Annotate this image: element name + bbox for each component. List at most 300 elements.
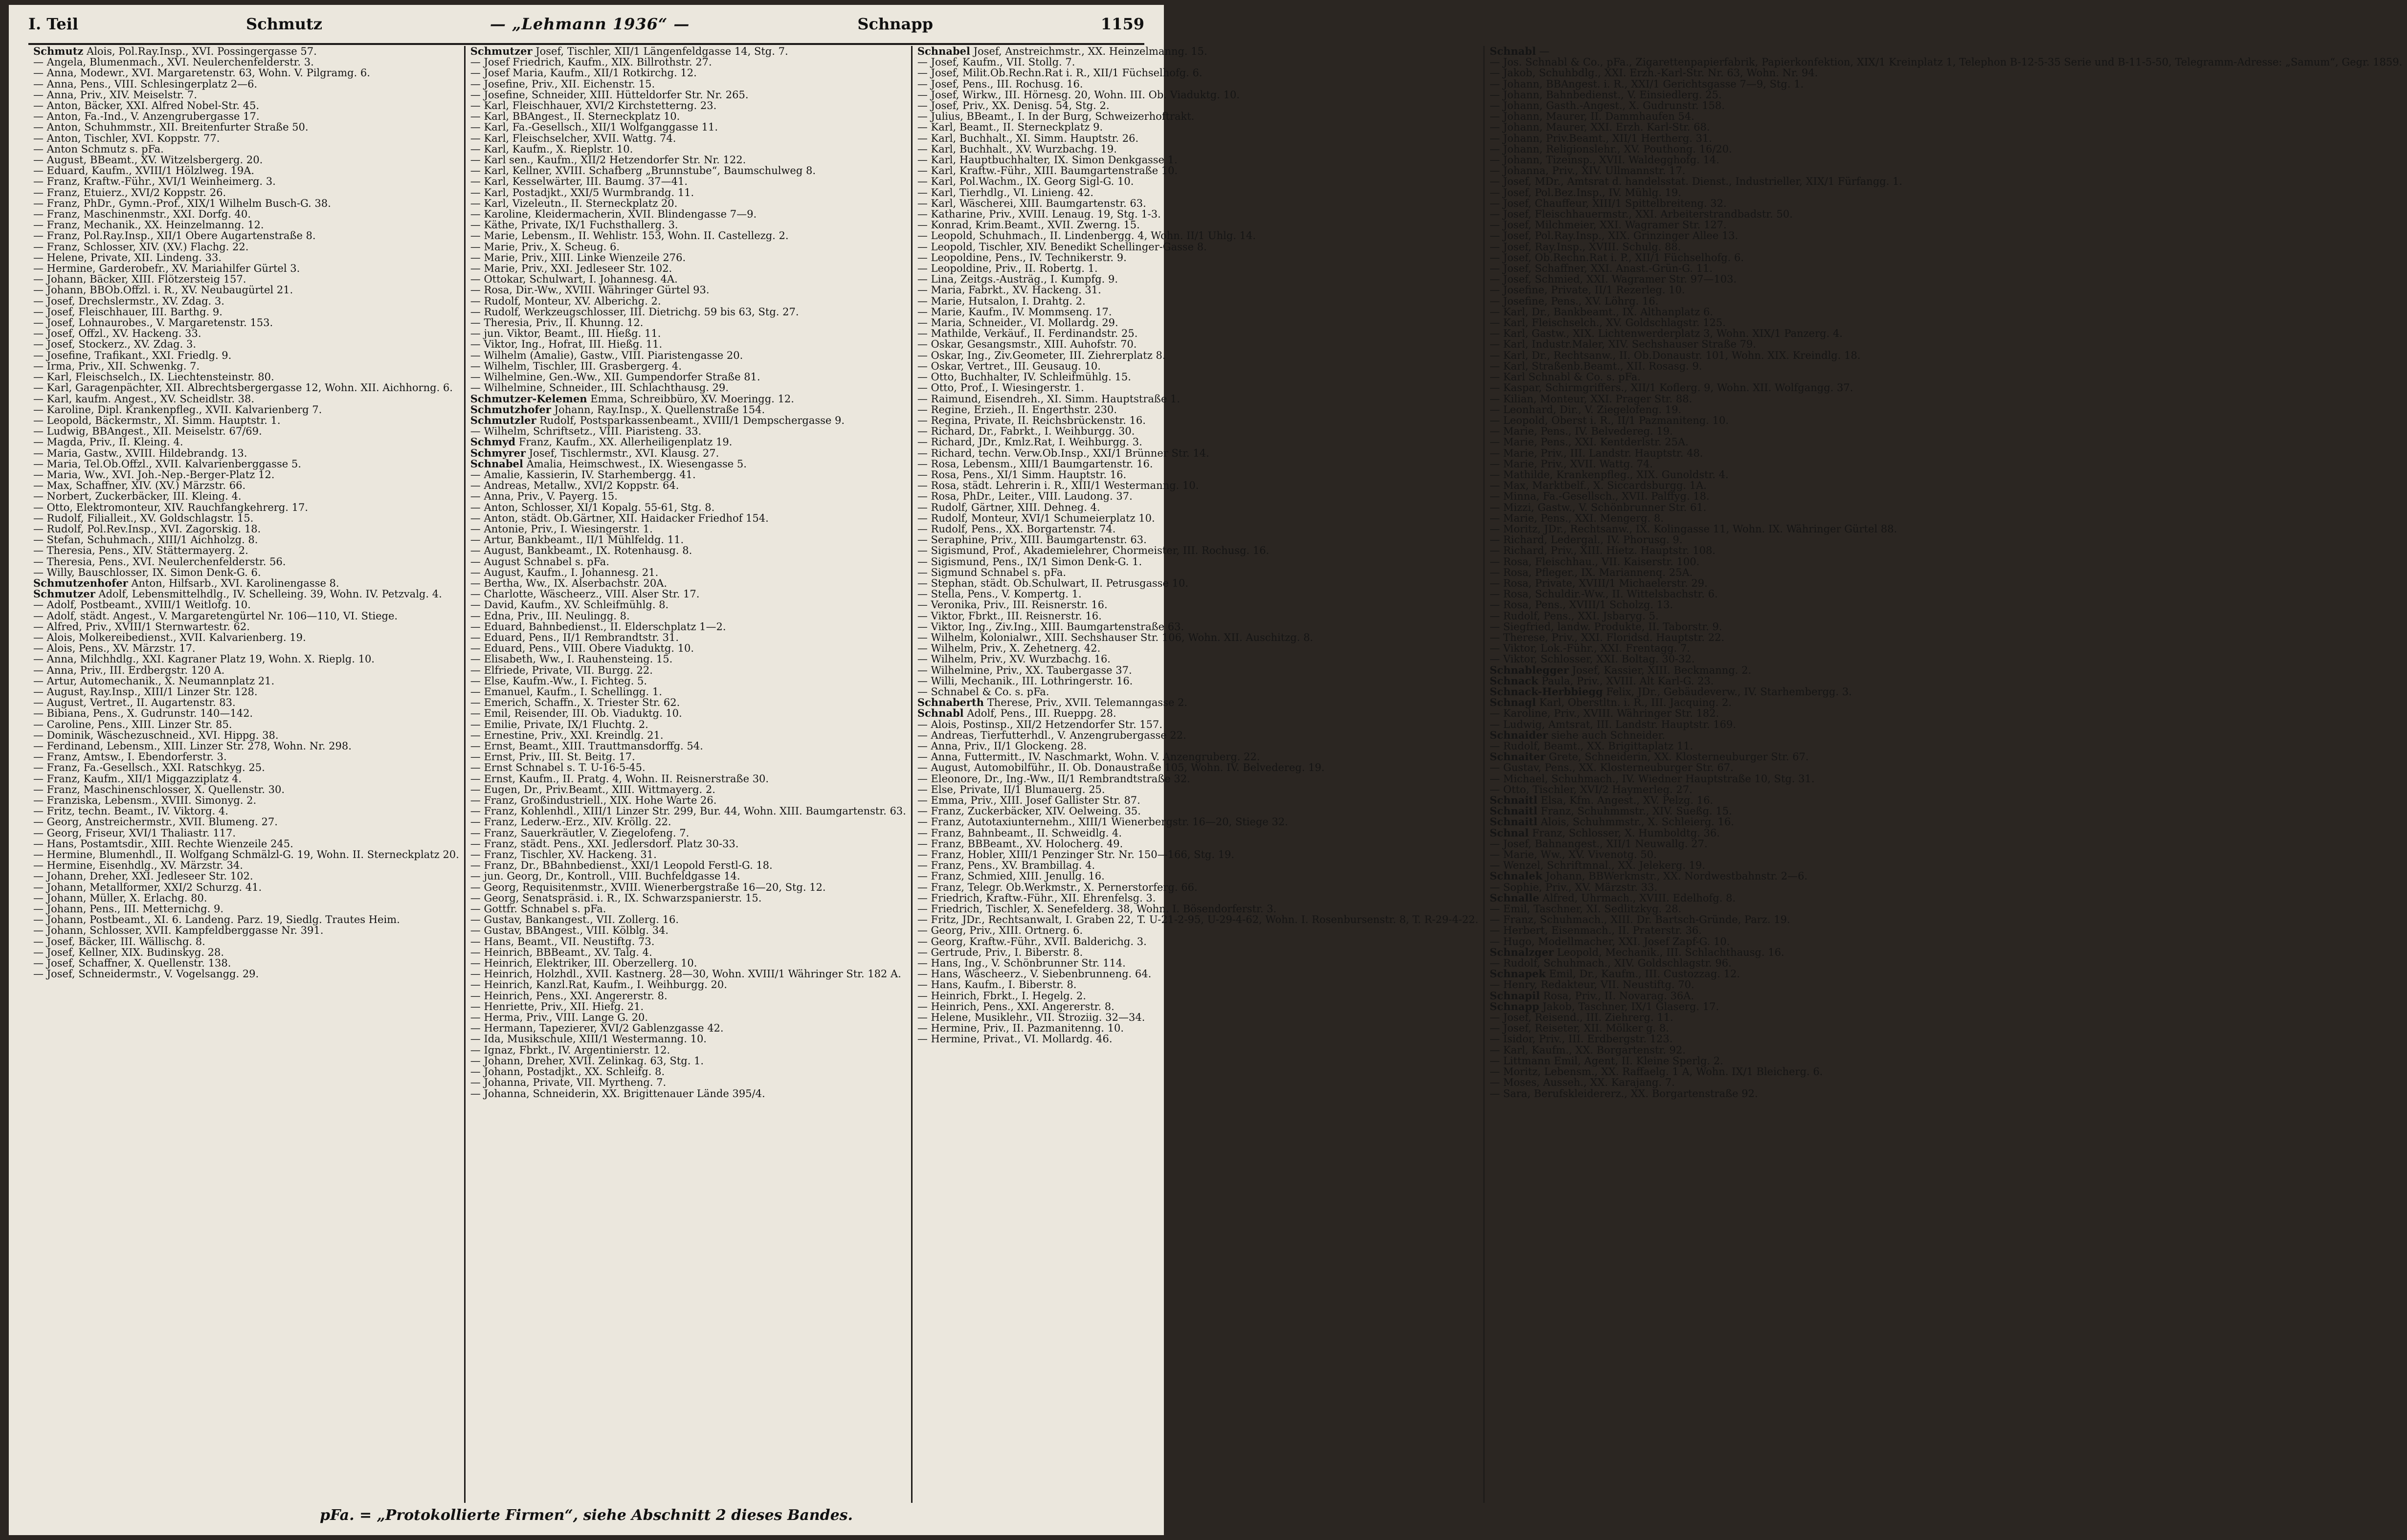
directory-entry: [470, 860, 906, 871]
entry-text: — Richard, Ledergal., IV. Phorusg. 9.: [1490, 534, 1683, 546]
entry-text: — Franz, Autotaxiunternehm., XIII/1 Wienerbergstr. 16—20, Stiege 32.: [917, 816, 1288, 828]
entry-text: — Theresia, Priv., II. Khunng. 12.: [470, 317, 644, 329]
entry-text: — Josef, Priv., XX. Denisg. 54, Stg. 2.: [917, 100, 1110, 112]
directory-entry: [917, 719, 1478, 730]
entry-text: Emil, Dr., Kaufm., III. Custozzag. 12.: [1549, 968, 1740, 980]
entry-text: — Rosa, Pens., XVIII/1 Scholzg. 13.: [1490, 599, 1673, 611]
entry-text: — Leopoldine, Priv., II. Robertg. 1.: [917, 263, 1098, 275]
directory-entry: [470, 133, 906, 144]
directory-entry: [470, 230, 906, 241]
entry-surname: Schmutzler: [470, 414, 536, 426]
directory-entry: [470, 893, 906, 903]
entry-text: — Josef, Milchmeier, XXI. Wagramer Str. 127.: [1490, 219, 1727, 231]
entry-text: — Wilhelm (Amalie), Gastw., VIII. Piaristengasse 20.: [470, 349, 743, 361]
entry-text: — Leopold, Tischler, XIV. Benedikt Schellinger-Gasse 8.: [917, 241, 1207, 253]
entry-text: Alois, Pol.Ray.Insp., XVI. Possingergasse 57.: [87, 45, 317, 57]
entry-text: — Fritz, techn. Beamt., IV. Viktorg. 4.: [33, 805, 228, 817]
entry-text: — Franz, Mechanik., XX. Heinzelmanng. 12.: [33, 219, 264, 231]
directory-entry: [917, 914, 1478, 925]
directory-entry: [470, 448, 906, 459]
directory-entry: [470, 849, 906, 860]
entry-text: Leopold, Mechanik., III. Schlachthausg. 16.: [1557, 946, 1784, 958]
entry-text: — Viktor, Fbrkt., III. Reisnerstr. 16.: [917, 610, 1102, 622]
entry-surname: Schnaitl: [1490, 805, 1538, 817]
entry-text: — Josef, Schaffner, X. Quellenstr. 138.: [33, 957, 231, 969]
entry-text: — Ignaz, Fbrkt., IV. Argentinierstr. 12.: [470, 1044, 670, 1056]
directory-entry: [470, 751, 906, 762]
entry-text: — Rosa, Dir.-Ww., XVIII. Währinger Gürtel 93.: [470, 284, 710, 296]
entry-text: Amalia, Heimschwest., IX. Wiesengasse 5.: [526, 458, 747, 470]
entry-text: — Adolf, Postbeamt., XVIII/1 Weitlofg. 10.: [33, 599, 251, 611]
entry-text: — Mathilde, Krankenpfleg., XIX. Gunoldstr. 4.: [1490, 468, 1729, 481]
entry-text: — Fritz, JDr., Rechtsanwalt, I. Graben 22, T. U-21-2-95, U-29-4-62, Wohn. I. Rosenbursenstr. 8, T. R-29-4-22.: [917, 914, 1479, 926]
entry-text: — Maria, Fabrkt., XV. Hackeng. 31.: [917, 284, 1101, 296]
entry-text: — Lina, Zeitgs.-Austräg., I. Kumpfg. 9.: [917, 273, 1118, 286]
directory-entry: [470, 339, 906, 350]
directory-entry: [1490, 979, 2402, 990]
entry-text: — Leopoldine, Pens., IV. Technikerstr. 9.: [917, 251, 1127, 264]
entry-text: — Karoline, Kleidermacherin, XVII. Blindengasse 7—9.: [470, 208, 757, 220]
directory-entry: [33, 947, 459, 958]
entry-surname: Schnalek: [1490, 870, 1543, 882]
directory-entry: [917, 165, 1478, 176]
entry-text: — Johanna, Schneiderin, XX. Brigittenauer Lände 395/4.: [470, 1087, 765, 1100]
entry-text: — Maria, Ww., XVI. Joh.-Nep.-Berger-Platz 12.: [33, 468, 275, 481]
directory-entry: [1490, 448, 2402, 459]
directory-entry: [33, 838, 459, 849]
directory-column-2: [466, 46, 913, 1503]
entry-text: — Rudolf, Werkzeugschlosser, III. Dietrichg. 59 bis 63, Stg. 27.: [470, 306, 799, 318]
directory-entry: [1490, 1045, 2402, 1056]
directory-entry: [33, 133, 459, 144]
entry-text: — Rudolf, Filialleit., XV. Goldschlagstr. 15.: [33, 512, 254, 524]
entry-text: — Rosa, Private, XVIII/1 Michaelerstr. 29.: [1490, 577, 1708, 589]
directory-entry: [917, 122, 1478, 132]
entry-text: — Marie, Priv., III. Landstr. Hauptstr. 48.: [1490, 447, 1703, 459]
directory-entry: [1490, 828, 2402, 838]
directory-entry: [470, 968, 906, 979]
entry-text: — Eduard, Pens., II/1 Rembrandtstr. 31.: [470, 631, 679, 643]
directory-entry: [470, 296, 906, 307]
directory-entry: [1490, 394, 2402, 404]
entry-text: — Karl, Beamt., II. Sterneckplatz 9.: [917, 121, 1103, 133]
directory-entry: [470, 643, 906, 654]
entry-text: — Sigmund Schnabel s. pFa.: [917, 566, 1067, 578]
entry-text: — Marie, Pens., XXI. Kentderlstr. 25A.: [1490, 436, 1689, 448]
directory-entry: [917, 621, 1478, 632]
directory-entry: [470, 89, 906, 100]
directory-entry: [470, 79, 906, 89]
directory-entry: [1490, 46, 2402, 57]
directory-entry: [1490, 154, 2402, 165]
entry-text: — Franz, Sauerkräutler, V. Ziegelofeng. 7.: [470, 827, 690, 839]
entry-text: — Kaspar, Schirmgriffers., XII/1 Koflerg. 9, Wohn. XII. Wolfgangg. 37.: [1490, 382, 1853, 394]
directory-entry: [470, 925, 906, 936]
entry-surname: Schnabl: [1490, 45, 1536, 57]
last-name-on-page: Schnapp: [857, 15, 933, 33]
entry-text: Adolf, Pens., III. Rueppg. 28.: [967, 707, 1116, 720]
directory-entry: [917, 100, 1478, 111]
directory-entry: [1490, 1056, 2402, 1066]
entry-text: — Josef, Chauffeur, XIII/1 Spittelbreiteng. 32.: [1490, 197, 1727, 209]
entry-text: — August, Ray.Insp., XIII/1 Linzer Str. 128.: [33, 685, 258, 698]
directory-entry: [470, 654, 906, 664]
entry-text: — Karl, Kesselwärter, III. Baumg. 37—41.: [470, 176, 688, 188]
entry-text: Adolf, Lebensmittelhdlg., IV. Schelleing. 39, Wohn. IV. Petzvalg. 4.: [98, 588, 442, 600]
entry-text: — Johann, Maurer, XXI. Erzh. Karl-Str. 68.: [1490, 121, 1710, 133]
directory-entry: [470, 914, 906, 925]
entry-text: — jun. Viktor, Beamt., III. Hießg. 11.: [470, 328, 661, 340]
directory-entry: [33, 111, 459, 122]
entry-text: — Richard, Dr., Fabrkt., I. Weihburgg. 30.: [917, 425, 1135, 438]
entry-text: — August, Automobilführ., II. Ob. Donaustraße 105, Wohn. IV. Belvedereg. 19.: [917, 762, 1325, 774]
directory-entry: [470, 274, 906, 285]
entry-text: — Leopold, Oberst i. R., II/1 Pazmaniteng. 10.: [1490, 414, 1729, 426]
part-label: I. Teil: [28, 15, 79, 33]
entry-text: — Johann, Postbeamt., XI. 6. Landeng. Parz. 19, Siedlg. Trautes Heim.: [33, 914, 400, 926]
directory-entry: [1490, 307, 2402, 317]
directory-entry: [1490, 187, 2402, 198]
directory-entry: [1490, 947, 2402, 958]
directory-entry: [1490, 534, 2402, 545]
entry-text: — Käthe, Private, IX/1 Fuchsthallerg. 3.: [470, 219, 678, 231]
directory-entry: [1490, 415, 2402, 426]
directory-entry: [470, 285, 906, 295]
directory-entry: [1490, 133, 2402, 144]
directory-entry: [33, 893, 459, 903]
directory-entry: [470, 979, 906, 990]
entry-text: — Karl Schnabl & Co. s. pFa.: [1490, 371, 1641, 383]
entry-text: Josef, Anstreichmstr., XX. Heinzelmanng. 15.: [973, 45, 1207, 57]
directory-entry: [470, 187, 906, 198]
directory-entry: [33, 513, 459, 524]
directory-entry: [470, 795, 906, 806]
entry-text: — Hermann, Tapezierer, XVI/2 Gablenzgasse 42.: [470, 1022, 724, 1034]
directory-entry: [1490, 643, 2402, 654]
entry-text: — Karl, Fleischselcher, XVII. Wattg. 74.: [470, 132, 676, 144]
entry-text: — Johanna, Priv., XIV. Ullmannstr. 17.: [1490, 165, 1686, 177]
entry-text: — Herbert, Eisenmach., II. Praterstr. 36.: [1490, 924, 1702, 937]
entry-text: siehe auch Schneider.: [1551, 729, 1666, 741]
entry-text: — Veronika, Priv., III. Reisnerstr. 16.: [917, 599, 1108, 611]
entry-text: — Josefine, Private, II/1 Rezerleg. 10.: [1490, 284, 1685, 296]
directory-entry: [917, 307, 1478, 317]
entry-text: — Karl, Wäscherei, XIII. Baumgartenstr. 63.: [917, 197, 1146, 209]
directory-entry: [1490, 480, 2402, 491]
directory-entry: [917, 762, 1478, 773]
directory-entry: [33, 719, 459, 730]
directory-entry: [1490, 263, 2402, 274]
directory-entry: [1490, 556, 2402, 567]
directory-entry: [1490, 719, 2402, 730]
directory-entry: [917, 415, 1478, 426]
entry-text: — Anna, Futtermitt., IV. Naschmarkt, Wohn. V. Anzengruberg. 22.: [917, 751, 1260, 763]
entry-text: — Ernst, Priv., III. St. Beitg. 17.: [470, 751, 635, 763]
entry-text: Elsa, Kfm. Angest., XV. Pelzg. 16.: [1540, 794, 1714, 807]
entry-text: Franz, Schuhmmstr., XIV. Sueßg. 15.: [1540, 805, 1732, 817]
directory-entry: [917, 968, 1478, 979]
entry-text: — Josef, Kaufm., VII. Stollg. 7.: [917, 56, 1075, 68]
entry-text: — Karoline, Priv., XVIII. Währinger Str. 182.: [1490, 707, 1719, 720]
entry-text: — Ernestine, Priv., XXI. Kreindlg. 21.: [470, 729, 664, 741]
directory-entry: [33, 220, 459, 230]
directory-entry: [33, 958, 459, 968]
entry-text: — Marie, Priv., X. Scheug. 6.: [470, 241, 620, 253]
entry-text: — Herma, Priv., VIII. Lange G. 20.: [470, 1012, 648, 1024]
entry-text: — Willi, Mechanik., III. Lothringerstr. 16.: [917, 675, 1133, 687]
directory-entry: [33, 122, 459, 132]
directory-entry: [1490, 274, 2402, 285]
directory-entry: [917, 448, 1478, 459]
directory-entry: [917, 524, 1478, 534]
directory-entry: [917, 1012, 1478, 1023]
directory-entry: [33, 144, 459, 154]
entry-text: — Henriette, Priv., XII. Hiefg. 21.: [470, 1000, 644, 1012]
entry-text: — Rudolf, Pol.Rev.Insp., XVI. Zagorskig. 18.: [33, 523, 261, 535]
directory-entry: [1490, 795, 2402, 806]
directory-entry: [1490, 1077, 2402, 1088]
entry-text: — Hugo, Modellmacher, XXI. Josef Zapf-G. 10.: [1490, 935, 1730, 947]
directory-entry: [470, 198, 906, 209]
directory-entry: [917, 611, 1478, 621]
directory-entry: [1490, 806, 2402, 816]
directory-entry: [917, 144, 1478, 154]
entry-text: — Ludwig, BBAngest., XII. Meiselstr. 67/69.: [33, 425, 262, 438]
directory-entry: [33, 925, 459, 936]
entry-text: — Wenzel, Schriftmnal., XX. Jelekerg. 19.: [1490, 859, 1706, 872]
entry-text: — Alois, Postinsp., XII/2 Hetzendorfer Str. 157.: [917, 718, 1163, 730]
directory-entry: [470, 1012, 906, 1023]
directory-entry: [917, 469, 1478, 480]
directory-entry: [470, 816, 906, 827]
directory-entry: [33, 165, 459, 176]
directory-entry: [1490, 404, 2402, 415]
directory-entry: [1490, 958, 2402, 968]
entry-surname: Schnalle: [1490, 891, 1539, 904]
entry-text: Josef, Tischler, XII/1 Längenfeldgasse 14, Stg. 7.: [535, 45, 788, 57]
entry-text: — Stefan, Schuhmach., XIII/1 Aichholzg. 8.: [33, 534, 258, 546]
directory-entry: [917, 925, 1478, 936]
entry-text: Alois, Schuhmmstr., X. Schleierg. 16.: [1540, 816, 1734, 828]
directory-entry: [33, 534, 459, 545]
directory-entry: [1490, 882, 2402, 893]
entry-text: Paula, Priv., XVIII. Alt Karl-G. 23.: [1541, 675, 1714, 687]
entry-text: — Marie, Pens., IV. Belvedereg. 19.: [1490, 425, 1673, 438]
directory-entry: [33, 480, 459, 491]
entry-text: Alfred, Uhrmach., XVIII. Edelhofg. 8.: [1542, 892, 1736, 904]
entry-text: — Anton, städt. Ob.Gärtner, XII. Haidacker Friedhof 154.: [470, 512, 769, 524]
directory-entry: [1490, 784, 2402, 795]
entry-text: — Otto, Buchhalter, IV. Schleifmühlg. 15.: [917, 371, 1131, 383]
directory-entry: [33, 860, 459, 871]
directory-entry: [470, 1088, 906, 1099]
entry-text: — Josef, Offzl., XV. Hackeng. 33.: [33, 328, 201, 340]
entry-text: — Hans, Postamtsdir., XIII. Rechte Wienzeile 245.: [33, 837, 293, 850]
directory-entry: [33, 882, 459, 893]
entry-text: — Willy, Bauschlosser, IX. Simon Denk-G. 6.: [33, 566, 261, 578]
entry-surname: Schmutzhofer: [470, 403, 551, 416]
entry-text: — Rudolf, Monteur, XVI/1 Schumeierplatz 10.: [917, 512, 1155, 524]
directory-entry: [1490, 513, 2402, 524]
entry-text: — Gustav, Bankangest., VII. Zollerg. 16.: [470, 914, 679, 926]
entry-text: — Caroline, Pens., XIII. Linzer Str. 85.: [33, 718, 232, 730]
entry-text: — Johann, Müller, X. Erlachg. 80.: [33, 892, 207, 904]
directory-entry: [1490, 469, 2402, 480]
directory-entry: [1490, 437, 2402, 447]
entry-text: — Georg, Senatspräsid. i. R., IX. Schwarzspanierstr. 15.: [470, 892, 762, 904]
directory-entry: [470, 122, 906, 132]
entry-text: — Georg, Anstreichermstr., XVII. Blumeng. 27.: [33, 816, 278, 828]
directory-entry: [33, 654, 459, 664]
directory-entry: [1490, 621, 2402, 632]
entry-text: — Oskar, Gesangsmstr., XIII. Auhofstr. 70.: [917, 338, 1137, 351]
directory-entry: [917, 882, 1478, 893]
directory-entry: [33, 426, 459, 437]
directory-entry: [1490, 632, 2402, 643]
directory-entry: [470, 556, 906, 567]
entry-text: — Johann, Metallformer, XXI/2 Schurzg. 41.: [33, 881, 262, 893]
entry-text: — Mathilde, Verkäuf., II. Ferdinandstr. 25.: [917, 328, 1138, 340]
directory-entry: [1490, 198, 2402, 209]
directory-entry: [33, 263, 459, 274]
entry-text: — Karl, Fleischselch., XV. Goldschlagstr. 125.: [1490, 317, 1726, 329]
directory-entry: [1490, 230, 2402, 241]
directory-entry: [1490, 903, 2402, 914]
directory-entry: [33, 307, 459, 317]
entry-text: Josef, Tischlermstr., XVI. Klausg. 27.: [529, 447, 719, 459]
directory-entry: [470, 1001, 906, 1012]
entry-text: — Franz, Kaufm., XII/1 Miggazziplatz 4.: [33, 772, 242, 785]
entry-text: — Siegfried, landw. Produkte, II. Taborstr. 9.: [1490, 620, 1722, 633]
entry-text: — August, BBeamt., XV. Witzelsbergerg. 20.: [33, 154, 263, 166]
directory-entry: [917, 751, 1478, 762]
directory-entry: [1490, 1023, 2402, 1034]
directory-entry: [470, 632, 906, 643]
entry-text: — Leopold, Bäckermstr., XI. Simm. Hauptstr. 1.: [33, 414, 281, 426]
directory-entry: [1490, 350, 2402, 361]
directory-entry: [470, 1056, 906, 1066]
entry-text: — Anna, Priv., V. Payerg. 15.: [470, 490, 618, 503]
directory-entry: [1490, 176, 2402, 187]
entry-text: — Anna, Priv., XIV. Meiselstr. 7.: [33, 88, 198, 101]
entry-text: — Oskar, Ing., Ziv.Geometer, III. Ziehrerplatz 8.: [917, 349, 1166, 361]
directory-entry: [1490, 1001, 2402, 1012]
entry-text: — Franz, Hobler, XIII/1 Penzinger Str. Nr. 150—166, Stg. 19.: [917, 849, 1235, 861]
entry-text: — Franz, Etuierz., XVI/2 Koppstr. 26.: [33, 186, 226, 198]
directory-entry: [470, 882, 906, 893]
directory-entry: [470, 697, 906, 708]
directory-entry: [917, 404, 1478, 415]
entry-text: — Magda, Priv., II. Kleing. 4.: [33, 436, 183, 448]
entry-text: — Josef, Milit.Ob.Rechn.Rat i. R., XII/1 Füchselhofg. 6.: [917, 67, 1203, 79]
entry-text: — Richard, techn. Verw.Ob.Insp., XXI/1 Brünner Str. 14.: [917, 447, 1209, 459]
entry-text: — Rosa, Pens., XI/1 Simm. Hauptstr. 16.: [917, 468, 1127, 481]
entry-text: — Marie, Kaufm., IV. Mommseng. 17.: [917, 306, 1112, 318]
entry-text: — Hermine, Blumenhdl., II. Wolfgang Schmälzl-G. 19, Wohn. II. Sterneckplatz 20.: [33, 849, 459, 861]
directory-entry: [917, 828, 1478, 838]
directory-entry: [917, 79, 1478, 89]
entry-text: — Karl, Buchhalt., XI. Simm. Hauptstr. 26.: [917, 132, 1139, 144]
entry-text: — Johann, Dreher, XXI. Jedleseer Str. 102.: [33, 870, 253, 882]
entry-text: — Georg, Priv., XIII. Ortnerg. 6.: [917, 924, 1083, 937]
entry-text: — Moses, Ausseh., XX. Karajang. 7.: [1490, 1077, 1675, 1089]
directory-entry: [917, 1023, 1478, 1034]
directory-entry: [917, 220, 1478, 230]
directory-entry: [470, 524, 906, 534]
directory-entry: [1490, 220, 2402, 230]
entry-text: — August Schnabel s. pFa.: [470, 555, 609, 568]
entry-surname: Schnaider: [1490, 728, 1548, 741]
entry-text: — Leonhard, Dir., V. Ziegelofeng. 19.: [1490, 403, 1682, 416]
directory-entry: [470, 936, 906, 947]
entry-text: — Karl, Fa.-Gesellsch., XII/1 Wolfganggasse 11.: [470, 121, 718, 133]
directory-entry: [1490, 165, 2402, 176]
entry-text: — Maria, Tel.Ob.Offzl., XVII. Kalvarienberggasse 5.: [33, 458, 301, 470]
directory-entry: [1490, 372, 2402, 382]
directory-entry: [917, 513, 1478, 524]
directory-entry: [33, 469, 459, 480]
entry-text: — Franz, BBBeamt., XV. Holocherg. 49.: [917, 837, 1123, 850]
directory-entry: [1490, 339, 2402, 350]
entry-text: — Josef, Kellner, XIX. Budinskyg. 28.: [33, 946, 224, 958]
directory-entry: [917, 806, 1478, 816]
entry-text: — August, Kaufm., I. Johannesg. 21.: [470, 566, 659, 578]
directory-entry: [917, 1034, 1478, 1044]
entry-text: — Julius, BBeamt., I. In der Burg, Schweizerhoftrakt.: [917, 110, 1195, 123]
entry-text: — Otto, Prof., I. Wiesingerstr. 1.: [917, 382, 1084, 394]
directory-entry: [470, 676, 906, 686]
directory-entry: [917, 187, 1478, 198]
directory-entry: [470, 459, 906, 469]
entry-text: — Emanuel, Kaufm., I. Schellingg. 1.: [470, 685, 662, 698]
entry-text: — Marie, Priv., XIII. Linke Wienzeile 276.: [470, 251, 686, 264]
entry-text: — Hermine, Eisenhdlg., XV. Märzstr. 34.: [33, 859, 243, 872]
directory-entry: [1490, 328, 2402, 339]
directory-entry: [1490, 524, 2402, 534]
entry-surname: Schnaberth: [917, 696, 984, 709]
entry-text: — Karl, Garagenpächter, XII. Albrechtsbergergasse 12, Wohn. XII. Aichhorng. 6.: [33, 382, 453, 394]
entry-text: — Marie, Hutsalon, I. Drahtg. 2.: [917, 295, 1086, 307]
directory-entry: [470, 220, 906, 230]
entry-text: — Emil, Taschner, XI. Sedlitzkyg. 28.: [1490, 903, 1682, 915]
entry-text: — Eleonore, Dr., Ing.-Ww., II/1 Rembrandtstraße 32.: [917, 772, 1190, 785]
entry-text: — Theresia, Pens., XIV. Stättermayerg. 2.: [33, 545, 248, 557]
entry-text: — Franz, Dr., BBahnbedienst., XXI/1 Leopold Ferstl-G. 18.: [470, 859, 773, 872]
directory-entry: [33, 665, 459, 676]
directory-entry: [1490, 871, 2402, 881]
directory-entry: [33, 914, 459, 925]
entry-text: — Josef, Stockerz., XV. Zdag. 3.: [33, 338, 197, 351]
entry-text: — Heinrich, Elektriker, III. Oberzellerg. 10.: [470, 957, 697, 969]
entry-surname: Schnaitl: [1490, 794, 1538, 807]
directory-entry: [917, 361, 1478, 372]
directory-entry: [1490, 849, 2402, 860]
entry-text: — Heinrich, Fbrkt., I. Hegelg. 2.: [917, 990, 1086, 1002]
entry-text: — Josef, Ob.Rechn.Rat i. P., XII/1 Füchselhofg. 6.: [1490, 251, 1744, 264]
directory-entry: [33, 154, 459, 165]
directory-entry: [1490, 1088, 2402, 1099]
entry-text: — Karl, Kellner, XVIII. Schafberg „Brunnstube“, Baumschulweg 8.: [470, 165, 816, 177]
directory-entry: [917, 491, 1478, 502]
directory-entry: [33, 556, 459, 567]
directory-entry: [33, 730, 459, 741]
entry-text: — Richard, Priv., XIII. Hietz. Hauptstr. 108.: [1490, 545, 1716, 557]
entry-text: — Wilhelmine, Priv., XX. Taubergasse 37.: [917, 664, 1132, 676]
directory-entry: [33, 230, 459, 241]
entry-text: — Kilian, Monteur, XXI. Prager Str. 88.: [1490, 393, 1693, 405]
directory-entry: [33, 285, 459, 295]
directory-entry: [33, 611, 459, 621]
